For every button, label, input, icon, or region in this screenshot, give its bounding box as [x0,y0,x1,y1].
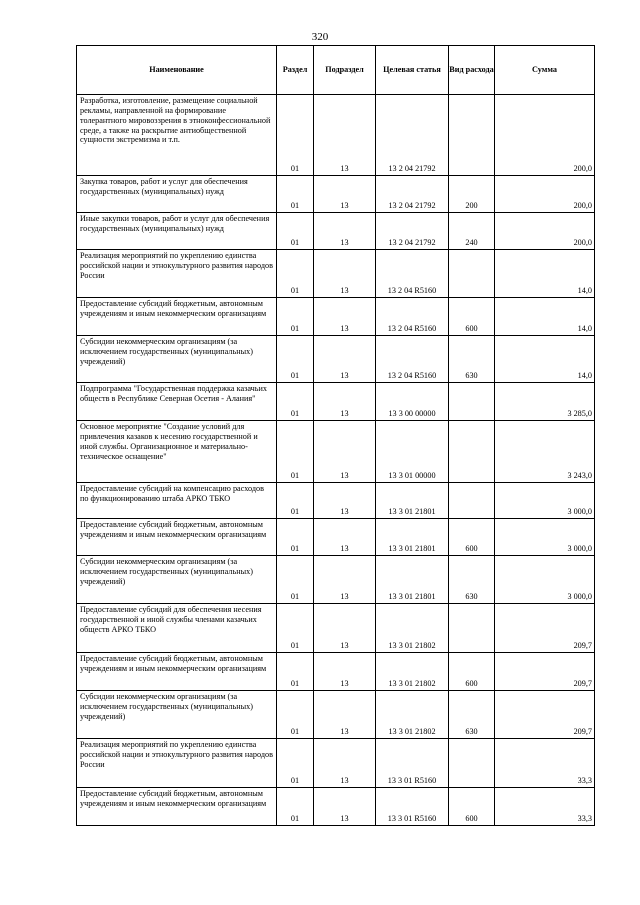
table-row [77,383,595,421]
cell-target: 13 2 04 21792 [376,176,449,213]
cell-sum: 3 285,0 [495,383,595,421]
cell-expense-type [449,95,495,176]
cell-sum: 3 000,0 [495,483,595,519]
cell-name: Реализация мероприятий по укреплению единства российской нации и этнокультурного развития народов России [77,739,277,788]
cell-subsection: 13 [314,653,376,691]
cell-section: 01 [277,604,314,653]
cell-sum: 14,0 [495,298,595,336]
cell-name: Основное мероприятие "Создание условий для привлечения казаков к несению государственной и иной службы. Организационное и материально-техническое оснащение" [77,421,277,483]
header-expense-type: Вид расхода [449,46,495,95]
cell-name: Реализация мероприятий по укреплению единства российской нации и этнокультурного развития народов России [77,250,277,298]
header-name: Наименование [77,46,277,95]
page-number: 320 [311,31,329,43]
cell-subsection: 13 [314,519,376,556]
table-row [77,653,595,691]
cell-expense-type [449,421,495,483]
cell-subsection: 13 [314,556,376,604]
cell-expense-type: 630 [449,556,495,604]
cell-subsection: 13 [314,95,376,176]
table-row [77,483,595,519]
budget-table [76,45,595,826]
cell-expense-type [449,250,495,298]
cell-target: 13 3 01 21801 [376,483,449,519]
cell-name: Подпрограмма "Государственная поддержка казачьих обществ в Республике Северная Осетия - Алания" [77,383,277,421]
cell-target: 13 3 01 21802 [376,604,449,653]
table-row [77,336,595,383]
cell-subsection: 13 [314,483,376,519]
cell-expense-type: 630 [449,691,495,739]
cell-subsection: 13 [314,788,376,826]
cell-expense-type [449,483,495,519]
cell-subsection: 13 [314,250,376,298]
cell-name: Субсидии некоммерческим организациям (за исключением государственных (муниципальных) учреждений) [77,691,277,739]
cell-section: 01 [277,739,314,788]
cell-sum: 209,7 [495,653,595,691]
cell-subsection: 13 [314,176,376,213]
cell-target: 13 2 04 21792 [376,213,449,250]
table-row [77,604,595,653]
cell-sum: 200,0 [495,176,595,213]
cell-name: Предоставление субсидий бюджетным, автономным учреждениям и иным некоммерческим организациям [77,519,277,556]
header-subsection: Подраздел [314,46,376,95]
cell-section: 01 [277,788,314,826]
table-row [77,519,595,556]
cell-name: Предоставление субсидий на компенсацию расходов по функционированию штаба АРКО ТБКО [77,483,277,519]
cell-sum: 3 000,0 [495,556,595,604]
cell-sum: 3 243,0 [495,421,595,483]
cell-target: 13 3 01 R5160 [376,788,449,826]
table-row [77,176,595,213]
table-row [77,213,595,250]
header-section: Раздел [277,46,314,95]
cell-expense-type: 600 [449,298,495,336]
cell-expense-type: 630 [449,336,495,383]
cell-name: Иные закупки товаров, работ и услуг для обеспечения государственных (муниципальных) нужд [77,213,277,250]
cell-section: 01 [277,95,314,176]
cell-expense-type: 600 [449,653,495,691]
cell-expense-type [449,383,495,421]
cell-expense-type [449,739,495,788]
cell-sum: 200,0 [495,95,595,176]
header-sum: Сумма [495,46,595,95]
cell-name: Предоставление субсидий бюджетным, автономным учреждениям и иным некоммерческим организациям [77,653,277,691]
table-row [77,788,595,826]
cell-subsection: 13 [314,213,376,250]
cell-expense-type: 240 [449,213,495,250]
cell-subsection: 13 [314,604,376,653]
cell-subsection: 13 [314,336,376,383]
cell-section: 01 [277,176,314,213]
cell-section: 01 [277,421,314,483]
cell-target: 13 2 04 R5160 [376,250,449,298]
cell-target: 13 3 01 R5160 [376,739,449,788]
cell-name: Субсидии некоммерческим организациям (за исключением государственных (муниципальных) учреждений) [77,336,277,383]
cell-expense-type: 200 [449,176,495,213]
cell-target: 13 3 01 21802 [376,691,449,739]
table-row [77,250,595,298]
cell-name: Разработка, изготовление, размещение социальной рекламы, направленной на формирование толерантного мировоззрения в этноконфессиональной среде, а также на раскрытие антиобщественной сущности экстремизма и т.п. [77,95,277,176]
cell-section: 01 [277,383,314,421]
cell-target: 13 3 01 00000 [376,421,449,483]
table-row [77,739,595,788]
cell-sum: 200,0 [495,213,595,250]
cell-section: 01 [277,653,314,691]
cell-section: 01 [277,336,314,383]
cell-name: Предоставление субсидий бюджетным, автономным учреждениям и иным некоммерческим организациям [77,788,277,826]
cell-section: 01 [277,213,314,250]
cell-subsection: 13 [314,739,376,788]
cell-section: 01 [277,556,314,604]
cell-name: Предоставление субсидий для обеспечения несения государственной и иной службы членами казачьих обществ АРКО ТБКО [77,604,277,653]
cell-expense-type: 600 [449,788,495,826]
cell-subsection: 13 [314,691,376,739]
cell-target: 13 3 00 00000 [376,383,449,421]
cell-section: 01 [277,250,314,298]
cell-expense-type [449,604,495,653]
cell-sum: 14,0 [495,336,595,383]
table-row [77,421,595,483]
cell-sum: 209,7 [495,691,595,739]
cell-subsection: 13 [314,298,376,336]
cell-name: Закупка товаров, работ и услуг для обеспечения государственных (муниципальных) нужд [77,176,277,213]
cell-target: 13 2 04 R5160 [376,336,449,383]
table-row [77,691,595,739]
cell-sum: 3 000,0 [495,519,595,556]
cell-sum: 33,3 [495,788,595,826]
cell-section: 01 [277,691,314,739]
cell-sum: 209,7 [495,604,595,653]
cell-subsection: 13 [314,421,376,483]
cell-target: 13 2 04 R5160 [376,298,449,336]
cell-sum: 33,3 [495,739,595,788]
cell-name: Предоставление субсидий бюджетным, автономным учреждениям и иным некоммерческим организациям [77,298,277,336]
cell-section: 01 [277,519,314,556]
cell-section: 01 [277,483,314,519]
table-row [77,298,595,336]
cell-subsection: 13 [314,383,376,421]
cell-target: 13 3 01 21801 [376,519,449,556]
header-row [77,46,595,95]
cell-expense-type: 600 [449,519,495,556]
header-target: Целевая статья [376,46,449,95]
cell-section: 01 [277,298,314,336]
table-row [77,556,595,604]
cell-target: 13 3 01 21801 [376,556,449,604]
cell-sum: 14,0 [495,250,595,298]
cell-name: Субсидии некоммерческим организациям (за исключением государственных (муниципальных) учреждений) [77,556,277,604]
cell-target: 13 3 01 21802 [376,653,449,691]
table-row [77,95,595,176]
cell-target: 13 2 04 21792 [376,95,449,176]
